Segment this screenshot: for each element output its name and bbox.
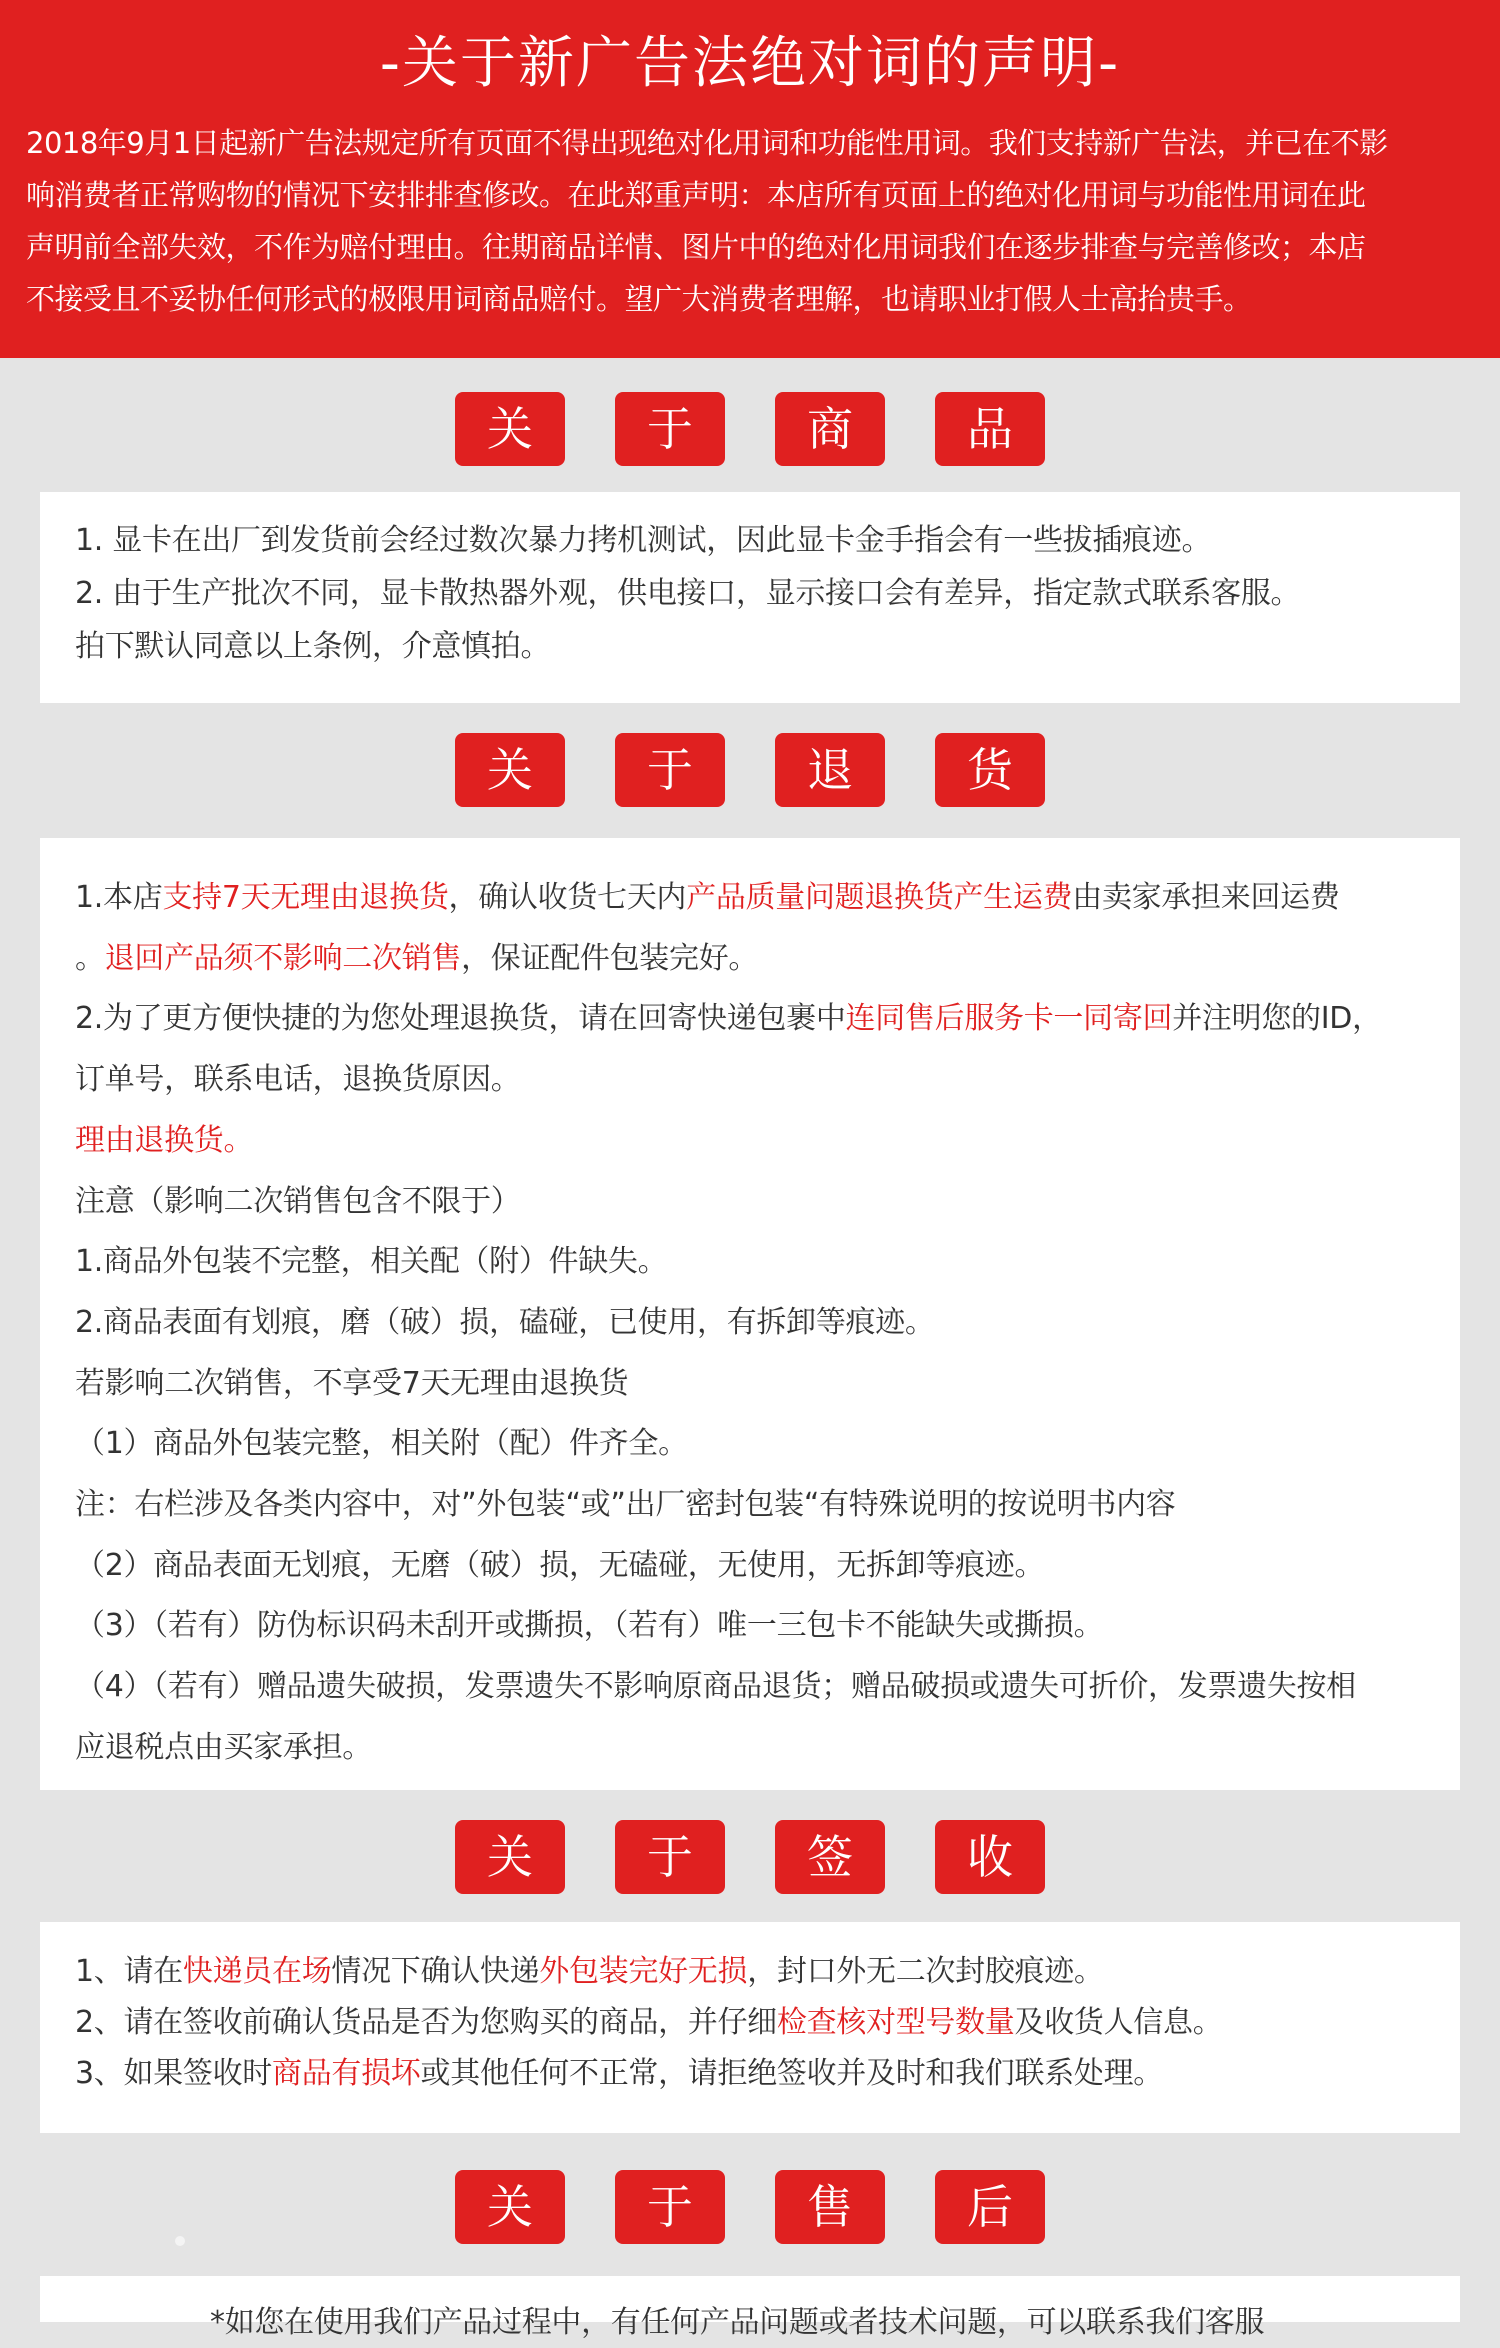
card-line <box>75 1536 1440 1597</box>
body-text: ，保证配件包装完好。 <box>461 940 759 976</box>
body-text: 2. 由于生产批次不同，显卡散热器外观，供电接口，显示接口会有差异，指定款式联系客服。 <box>75 576 1301 611</box>
card-lines <box>210 2298 1440 2348</box>
body-text: ，确认收货七天内 <box>448 880 687 915</box>
section-heading-receipt <box>0 1820 1500 1894</box>
highlight-text: 外包装完好无损 <box>539 1954 748 1989</box>
highlight-text: 检查核对型号数量 <box>776 2005 1015 2040</box>
card-line <box>75 2048 1440 2099</box>
card-line <box>75 514 1440 567</box>
highlight-text: 连同售后服务卡一同寄回 <box>845 1001 1173 1037</box>
banner-line: 响消费者正常购物的情况下安排排查修改。在此郑重声明：本店所有页面上的绝对化用词与功能性用词在此 <box>26 178 1366 212</box>
highlight-text: 理由退换货。 <box>75 1122 254 1158</box>
card-line <box>75 1293 1440 1354</box>
banner-line: 不接受且不妥协任何形式的极限用词商品赔付。望广大消费者理解，也请职业打假人士高抬贵手。 <box>26 282 1252 316</box>
body-text: 1.商品外包装不完整，相关配（附）件缺失。 <box>75 1244 668 1280</box>
card-line <box>210 2298 1440 2348</box>
section-heading-returns <box>0 733 1500 807</box>
body-text: 应退税点由买家承担。 <box>75 1729 372 1765</box>
heading-char: 关 <box>455 733 565 807</box>
card-line <box>75 1596 1440 1657</box>
card-line <box>75 1232 1440 1293</box>
card-line <box>75 1657 1440 1718</box>
body-text: 或其他任何不正常，请拒绝签收并及时和我们联系处理。 <box>420 2056 1163 2091</box>
body-text: 情况下确认快递 <box>331 1954 540 1989</box>
card-line <box>75 1997 1440 2048</box>
heading-char: 于 <box>615 392 725 466</box>
body-text: 及收货人信息。 <box>1014 2005 1223 2040</box>
decorative-dot <box>175 2236 185 2246</box>
banner-line: 2018年9月1日起新广告法规定所有页面不得出现绝对化用词和功能性用词。我们支持新广告法，并已在不影 <box>26 126 1388 160</box>
section-heading-after-sales <box>0 2170 1500 2244</box>
body-text: （2）商品表面无划痕，无磨（破）损，无磕碰，无使用，无拆卸等痕迹。 <box>75 1547 1045 1583</box>
highlight-text: 退回产品须不影响二次销售 <box>104 940 462 976</box>
card-line <box>75 1414 1440 1475</box>
highlight-text: 商品有损坏 <box>272 2056 421 2091</box>
section-card-receipt <box>40 1922 1460 2133</box>
body-text: 2.商品表面有划痕，磨（破）损，磕碰，已使用，有拆卸等痕迹。 <box>75 1304 935 1340</box>
heading-char: 后 <box>935 2170 1045 2244</box>
body-text: 2.为了更方便快捷的为您处理退换货，请在回寄快递包裹中 <box>75 1001 846 1037</box>
body-text: 由卖家承担来回运费 <box>1072 880 1340 915</box>
card-line <box>75 1475 1440 1536</box>
card-line <box>75 1172 1440 1233</box>
body-text: 1、请在 <box>75 1954 183 1989</box>
section-card-after-sales <box>40 2276 1460 2340</box>
card-lines <box>75 868 1440 1779</box>
card-lines <box>75 1946 1440 2099</box>
section-card-product <box>40 492 1460 703</box>
card-line <box>75 1111 1440 1172</box>
body-text: ，封口外无二次封胶痕迹。 <box>747 1954 1104 1989</box>
heading-char: 关 <box>455 2170 565 2244</box>
heading-char: 品 <box>935 392 1045 466</box>
heading-char: 于 <box>615 733 725 807</box>
disclaimer-banner <box>0 0 1500 358</box>
body-text: （4）（若有）赠品遗失破损，发票遗失不影响原商品退货；赠品破损或遗失可折价，发票遗失按相 <box>75 1669 1356 1705</box>
body-text: 2、请在签收前确认货品是否为您购买的商品，并仔细 <box>75 2005 777 2040</box>
highlight-text: 快递员在场 <box>182 1954 332 1989</box>
body-text: 注意（影响二次销售包含不限于） <box>75 1183 521 1219</box>
body-text: 1. 显卡在出厂到发货前会经过数次暴力拷机测试，因此显卡金手指会有一些拔插痕迹。 <box>75 523 1212 558</box>
card-line <box>75 620 1440 673</box>
body-text: 并注明您的ID， <box>1172 1001 1382 1037</box>
card-line <box>75 929 1440 990</box>
banner-text <box>26 117 1486 325</box>
body-text: （1）商品外包装完整，相关附（配）件齐全。 <box>75 1426 688 1462</box>
body-text: *如您在使用我们产品过程中，有任何产品问题或者技术问题，可以联系我们客服 <box>210 2305 1265 2340</box>
heading-char: 售 <box>775 2170 885 2244</box>
card-line <box>75 868 1440 929</box>
section-card-returns <box>40 838 1460 1790</box>
card-line <box>75 989 1440 1050</box>
section-heading-product <box>0 392 1500 466</box>
heading-char: 于 <box>615 1820 725 1894</box>
card-line <box>75 1946 1440 1997</box>
banner-title: -关于新广告法绝对词的声明- <box>379 31 1121 96</box>
heading-char: 关 <box>455 1820 565 1894</box>
body-text: 。 <box>75 940 105 976</box>
card-lines <box>75 514 1440 673</box>
heading-char: 签 <box>775 1820 885 1894</box>
card-line <box>75 1354 1440 1415</box>
highlight-text: 支持7天无理由退换货 <box>162 880 449 915</box>
heading-char: 商 <box>775 392 885 466</box>
body-text: 3、如果签收时 <box>75 2056 272 2091</box>
banner-line: 声明前全部失效，不作为赔付理由。往期商品详情、图片中的绝对化用词我们在逐步排查与完善修改；本店 <box>26 230 1366 264</box>
heading-char: 货 <box>935 733 1045 807</box>
highlight-text: 产品质量问题退换货产生运费 <box>686 880 1073 915</box>
card-line <box>75 1718 1440 1779</box>
body-text: 注：右栏涉及各类内容中，对”外包装“或”出厂密封包装“有特殊说明的按说明书内容 <box>75 1487 1176 1523</box>
heading-char: 退 <box>775 733 885 807</box>
card-line <box>75 567 1440 620</box>
body-text: 1.本店 <box>75 880 163 915</box>
body-text: 若影响二次销售，不享受7天无理由退换货 <box>75 1365 629 1401</box>
heading-char: 于 <box>615 2170 725 2244</box>
body-text: （3）（若有）防伪标识码未刮开或撕损，（若有）唯一三包卡不能缺失或撕损。 <box>75 1608 1104 1644</box>
heading-char: 收 <box>935 1820 1045 1894</box>
heading-char: 关 <box>455 392 565 466</box>
body-text: 拍下默认同意以上条例，介意慎拍。 <box>75 629 551 664</box>
body-text: 订单号，联系电话，退换货原因。 <box>75 1062 521 1098</box>
card-line <box>75 1050 1440 1111</box>
